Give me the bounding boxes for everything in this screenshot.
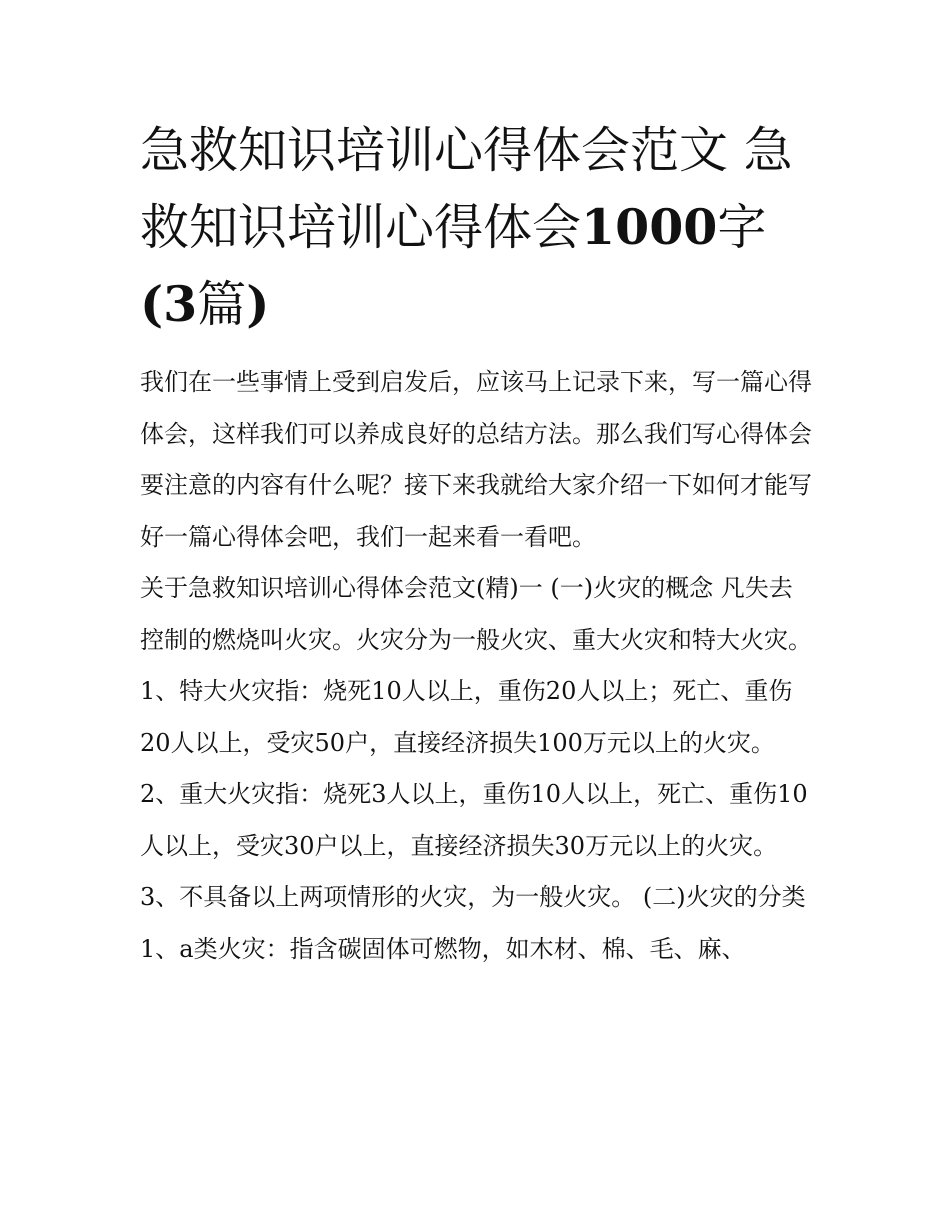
paragraph-intro: 我们在一些事情上受到启发后，应该马上记录下来，写一篇心得体会，这样我们可以养成良好的总结方法。那么我们写心得体会要注意的内容有什么呢？接下来我就给大家介绍一下如何才能写好一篇心得体会吧，我们一起来看一看吧。	[140, 368, 812, 551]
document-page	[140, 112, 815, 975]
paragraph-fire-concept: 关于急救知识培训心得体会范文(精)一 (一)火灾的概念 凡失去控制的燃烧叫火灾。火灾分为一般火灾、重大火灾和特大火灾。	[140, 574, 812, 654]
paragraph-major-fire: 1、特大火灾指：烧死10人以上，重伤20人以上；死亡、重伤20人以上，受灾50户，直接经济损失100万元以上的火灾。	[140, 677, 793, 757]
paragraph-serious-fire: 2、重大火灾指：烧死3人以上，重伤10人以上，死亡、重伤10人以上，受灾30户以上，直接经济损失30万元以上的火灾。	[140, 780, 808, 860]
paragraph-general-fire: 3、不具备以上两项情形的火灾，为一般火灾。 (二)火灾的分类 1、a类火灾：指含碳固体可燃物，如木材、棉、毛、麻、	[140, 883, 806, 963]
document-title: 急救知识培训心得体会范文 急救知识培训心得体会1000字(3篇)	[140, 122, 793, 333]
